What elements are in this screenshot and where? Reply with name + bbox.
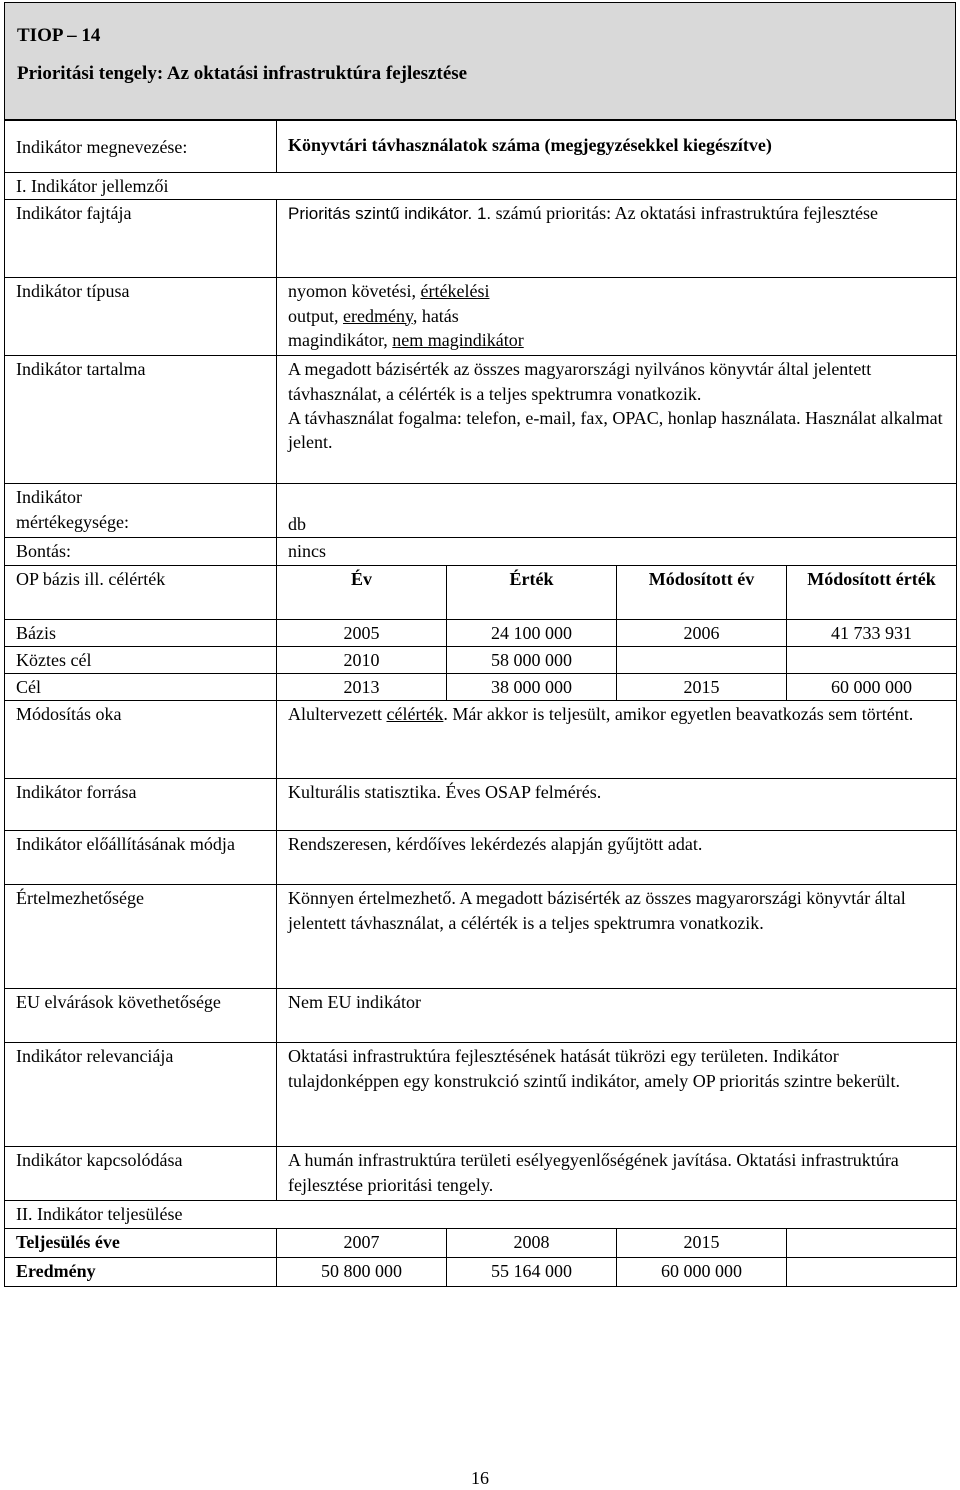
fulfilment-year: 2015 (617, 1228, 787, 1257)
target-mod-value: 60 000 000 (787, 674, 957, 701)
targets-header-row (5, 565, 957, 619)
source-value: Kulturális statisztika. Éves OSAP felmérés. (277, 779, 957, 831)
method-label: Indikátor előállításának módja (5, 831, 277, 885)
target-mod-year: 2015 (617, 674, 787, 701)
fulfilment-year: 2007 (277, 1228, 447, 1257)
type-impact: , hatás (412, 305, 459, 326)
target-label: Cél (5, 674, 277, 701)
indicator-type-value (277, 278, 957, 356)
program-code: TIOP – 14 (17, 25, 101, 46)
target-label: Köztes cél (5, 646, 277, 673)
unit-label (5, 484, 277, 538)
reason-part-2: célérték (386, 704, 444, 725)
document-header (4, 2, 956, 120)
indicator-name-value: Könyvtári távhasználatok száma (megjegyzésekkel kiegészítve) (277, 121, 957, 173)
type-core: magindikátor, (288, 329, 393, 350)
link-value: A humán infrastruktúra területi esélyegyenlőségének javítása. Oktatási infrastruktúra fejlesztése prioritási tengely. (277, 1147, 957, 1201)
fulfilment-year: 2008 (447, 1228, 617, 1257)
indicator-content-value (277, 356, 957, 484)
breakdown-label: Bontás: (5, 538, 277, 565)
target-mod-year (617, 646, 787, 673)
target-mod-year: 2006 (617, 619, 787, 646)
relevance-label: Indikátor relevanciája (5, 1043, 277, 1147)
target-value: 24 100 000 (447, 619, 617, 646)
modification-reason-value (277, 701, 957, 779)
target-value: 58 000 000 (447, 646, 617, 673)
section-2-heading: II. Indikátor teljesülése (5, 1201, 957, 1228)
target-year: 2013 (277, 674, 447, 701)
reason-part-1: Alultervezett (288, 704, 387, 725)
target-value: 38 000 000 (447, 674, 617, 701)
target-label: Bázis (5, 619, 277, 646)
modification-reason-row (5, 701, 957, 779)
breakdown-row (5, 538, 957, 565)
priority-axis-title: Prioritási tengely: Az oktatási infrastruktúra fejlesztése (17, 63, 468, 84)
section-1-heading: I. Indikátor jellemzői (5, 173, 957, 200)
fulfilment-result-label: Eredmény (5, 1257, 277, 1286)
type-line-3 (288, 328, 945, 352)
interpretation-row (5, 885, 957, 989)
content-paragraph-1: A megadott bázisérték az összes magyarországi nyilvános könyvtár által jelentett távhasználat, a célérték is a teljes spektrumra vonatkozik. (288, 359, 872, 404)
type-line-2 (288, 304, 945, 328)
unit-row (5, 484, 957, 538)
eu-row (5, 989, 957, 1043)
relevance-value: Oktatási infrastruktúra fejlesztésének hatását tükrözi egy területen. Indikátor tulajdonképpen egy konstrukció szintű indikátor, amely OP prioritás szintre bekerült. (277, 1043, 957, 1147)
fulfilment-empty-cell (787, 1228, 957, 1257)
indicator-content-label: Indikátor tartalma (5, 356, 277, 484)
target-mod-value: 41 733 931 (787, 619, 957, 646)
indicator-kind-value-part2: számú prioritás: Az oktatási infrastruktúra fejlesztése (491, 203, 879, 224)
interpretation-label: Értelmezhetősége (5, 885, 277, 989)
source-row (5, 779, 957, 831)
method-value: Rendszeresen, kérdőíves lekérdezés alapján gyűjtött adat. (277, 831, 957, 885)
indicator-content-row (5, 356, 957, 484)
method-row (5, 831, 957, 885)
section-2-row (5, 1201, 957, 1228)
unit-label-line-2: mértékegysége: (16, 511, 129, 532)
fulfilment-result: 50 800 000 (277, 1257, 447, 1286)
relevance-row (5, 1043, 957, 1147)
page-number: 16 (471, 1468, 489, 1488)
indicator-kind-value (277, 200, 957, 278)
target-row-goal (5, 674, 957, 701)
modification-reason-label: Módosítás oka (5, 701, 277, 779)
fulfilment-result: 55 164 000 (447, 1257, 617, 1286)
fulfilment-year-label: Teljesülés éve (5, 1228, 277, 1257)
type-result: eredmény (343, 305, 413, 326)
content-paragraph-2: A távhasználat fogalma: telefon, e-mail, fax, OPAC, honlap használata. Használat alkalmat jelent. (288, 407, 943, 453)
col-year-header: Év (277, 565, 447, 619)
unit-value: db (277, 484, 957, 538)
unit-label-line-1: Indikátor (16, 487, 82, 508)
col-value-header: Érték (447, 565, 617, 619)
section-1-row (5, 173, 957, 200)
type-monitoring: nyomon követési, (288, 281, 421, 302)
indicator-name-label: Indikátor megnevezése: (5, 121, 277, 173)
target-row-intermediate (5, 646, 957, 673)
reason-part-3: . Már akkor is teljesült, amikor egyetlen beavatkozás sem történt. (443, 704, 914, 725)
target-mod-value (787, 646, 957, 673)
type-evaluation: értékelési (420, 281, 490, 302)
type-output: output, (288, 305, 344, 326)
breakdown-value: nincs (277, 538, 957, 565)
fulfilment-result: 60 000 000 (617, 1257, 787, 1286)
fulfilment-result-row (5, 1257, 957, 1286)
indicator-type-row (5, 278, 957, 356)
interpretation-value: Könnyen értelmezhető. A megadott bázisérték az összes magyarországi könyvtár által jelentett távhasználat, a célérték is a teljes spektrumra vonatkozik. (277, 885, 957, 989)
eu-label: EU elvárások követhetősége (5, 989, 277, 1043)
type-line-1 (288, 279, 945, 303)
col-mod-value-header: Módosított érték (787, 565, 957, 619)
link-row (5, 1147, 957, 1201)
col-mod-year-header: Módosított év (617, 565, 787, 619)
indicator-kind-label: Indikátor fajtája (5, 200, 277, 278)
targets-header-label: OP bázis ill. célérték (5, 565, 277, 619)
target-year: 2005 (277, 619, 447, 646)
indicator-kind-value-part1: Prioritás szintű indikátor. 1. (288, 204, 492, 224)
fulfilment-year-row (5, 1228, 957, 1257)
indicator-table (4, 120, 957, 1287)
type-non-core: nem magindikátor (392, 329, 524, 350)
link-label: Indikátor kapcsolódása (5, 1147, 277, 1201)
source-label: Indikátor forrása (5, 779, 277, 831)
indicator-name-row (5, 121, 957, 173)
indicator-type-label: Indikátor típusa (5, 278, 277, 356)
indicator-kind-row (5, 200, 957, 278)
target-year: 2010 (277, 646, 447, 673)
eu-value: Nem EU indikátor (277, 989, 957, 1043)
target-row-base (5, 619, 957, 646)
fulfilment-empty-cell (787, 1257, 957, 1286)
